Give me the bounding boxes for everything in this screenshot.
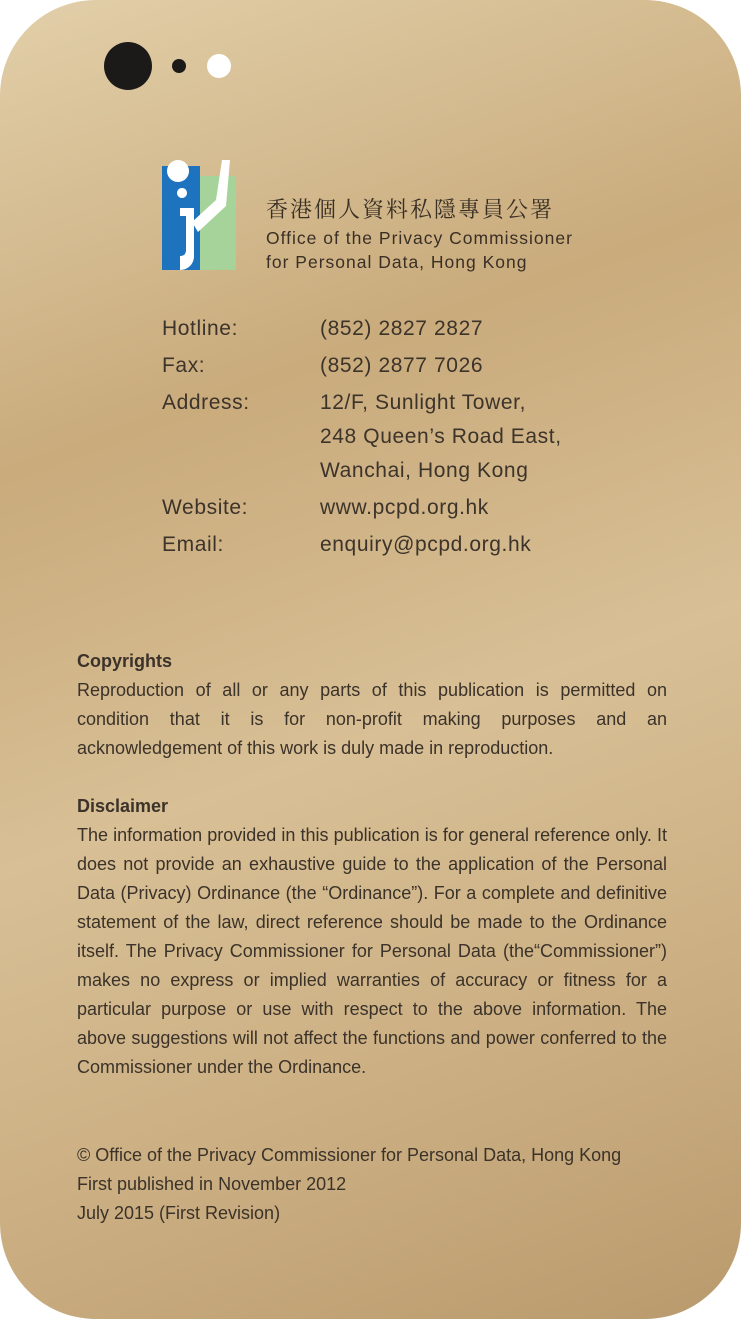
hotline-label: Hotline: xyxy=(162,317,239,340)
org-name-english-line1: Office of the Privacy Commissioner xyxy=(266,228,573,248)
flash-dot xyxy=(207,54,231,78)
logo-blue-block xyxy=(162,166,200,270)
camera-dot-small xyxy=(172,59,186,73)
copyrights-body: Reproduction of all or any parts of this publication is permitted on condition that it is for non-profit making purposes and an acknowledgement of this work is duly made in reproduction. xyxy=(77,680,667,758)
org-name-english-line2: for Personal Data, Hong Kong xyxy=(266,252,528,272)
org-names xyxy=(266,196,573,274)
fax-label: Fax: xyxy=(162,354,206,377)
email-row xyxy=(162,528,562,562)
address-row xyxy=(162,386,562,488)
website-row xyxy=(162,491,562,525)
address-line-3: Wanchai, Hong Kong xyxy=(320,459,529,482)
copyrights-heading: Copyrights xyxy=(77,651,173,671)
address-value xyxy=(320,386,562,488)
hotline-row xyxy=(162,312,562,346)
footer-section xyxy=(77,1141,667,1228)
camera-dot-large xyxy=(104,42,152,90)
address-line-2: 248 Queen’s Road East, xyxy=(320,425,562,448)
disclaimer-section xyxy=(77,792,667,1082)
website-link[interactable]: www.pcpd.org.hk xyxy=(320,496,489,519)
footer-revision: July 2015 (First Revision) xyxy=(77,1203,281,1223)
address-label: Address: xyxy=(162,391,250,414)
fax-row xyxy=(162,349,562,383)
hotline-value: (852) 2827 2827 xyxy=(320,317,484,340)
pcpd-logo-icon xyxy=(162,160,238,272)
contact-info xyxy=(162,312,562,565)
disclaimer-body: The information provided in this publication is for general reference only. It does not provide an exhaustive guide to the application of the Personal Data (Privacy) Ordinance (the “Ordinance”). For a complete and definitive statement of the law, direct reference should be made to the Ordinance itself. The Privacy Commissioner for Personal Data (the“Commissioner”) makes no express or implied warranties of accuracy or fitness for a particular purpose or use with respect to the above information. The above suggestions will not affect the functions and power conferred to the Commissioner under the Ordinance. xyxy=(77,825,667,1077)
website-label: Website: xyxy=(162,496,249,519)
email-link[interactable]: enquiry@pcpd.org.hk xyxy=(320,533,532,556)
org-name-chinese: 香港個人資料私隱專員公署 xyxy=(266,198,555,223)
copyrights-section xyxy=(77,647,667,763)
fax-value: (852) 2877 7026 xyxy=(320,354,484,377)
disclaimer-heading: Disclaimer xyxy=(77,796,169,816)
address-line-1: 12/F, Sunlight Tower, xyxy=(320,391,526,414)
footer-copyright: © Office of the Privacy Commissioner for Personal Data, Hong Kong xyxy=(77,1145,622,1165)
email-label: Email: xyxy=(162,533,224,556)
footer-first-published: First published in November 2012 xyxy=(77,1174,347,1194)
